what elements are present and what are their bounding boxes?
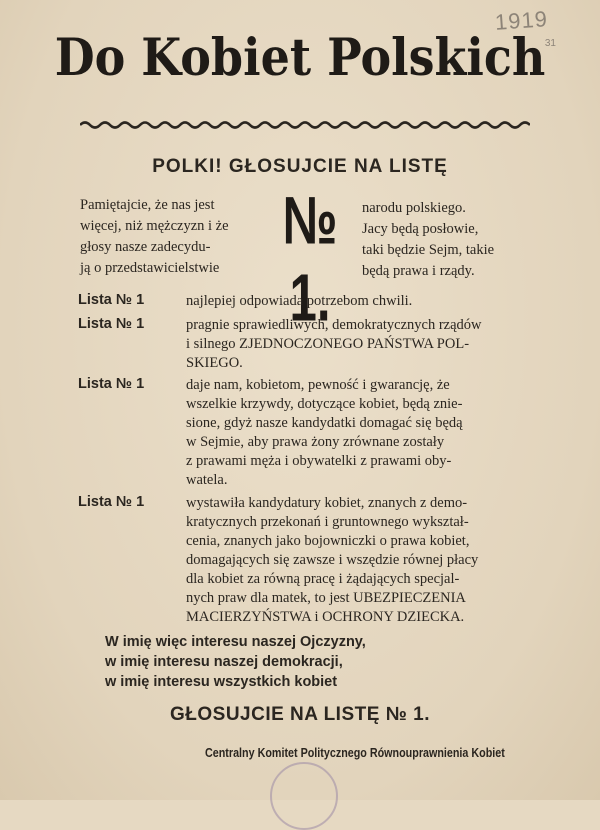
list-text-line: w Sejmie, aby prawa żony zrównane zostały	[186, 434, 445, 450]
closing-appeal	[105, 632, 525, 692]
closing-line: W imię więc interesu naszej Ojczyzny,	[105, 634, 366, 650]
handwritten-year: 1919	[494, 6, 549, 35]
intro-line: więcej, niż mężczyzn i że	[80, 218, 229, 234]
page-title: Do Kobiet Polskich	[54, 26, 546, 88]
list-text-line: nych praw dla matek, to jest UBEZPIECZENIA	[186, 590, 466, 606]
intro-line: ją o przedstawicielstwie	[80, 260, 220, 276]
list-text-line: pragnie sprawiedliwych, demokratycznych rządów	[186, 317, 482, 333]
intro-right-text	[362, 198, 524, 282]
handwritten-note: 31	[544, 38, 556, 49]
list-text-line: dla kobiet za równą pracę i żądających specjal-	[186, 571, 460, 587]
list-text	[186, 494, 598, 627]
list-text-line: wystawiła kandydatury kobiet, znanych z demo-	[186, 495, 468, 511]
intro-line: głosy nasze zadecydu-	[80, 239, 211, 255]
intro-line: narodu polskiego.	[362, 200, 466, 216]
intro-left-text	[80, 195, 258, 279]
list-text-line: sione, gdyż nasze kandydatki domagać się będą	[186, 415, 463, 431]
list-label: Lista № 1	[78, 292, 145, 308]
call-to-action: GŁOSUJCIE NA LISTĘ № 1.	[169, 704, 430, 725]
list-number-large: № 1.	[282, 182, 338, 336]
list-text-line: najlepiej odpowiada potrzebom chwili.	[186, 293, 413, 309]
list-text-line: i silnego ZJEDNOCZONEGO PAŃSTWA POL-	[186, 336, 470, 352]
closing-line: w imię interesu wszystkich kobiet	[105, 674, 338, 690]
decorative-wavy-rule	[80, 118, 530, 132]
library-stamp	[270, 762, 338, 830]
list-text-line: SKIEGO.	[186, 355, 243, 371]
list-text	[186, 376, 598, 490]
list-text-line: watela.	[186, 472, 228, 488]
list-label: Lista № 1	[78, 494, 145, 510]
intro-line: taki będzie Sejm, takie	[362, 242, 495, 258]
list-text-line: cenia, znanych jako bojowniczki o prawa kobiet,	[186, 533, 470, 549]
list-text	[186, 316, 598, 373]
list-text-line: domagających się zawsze i wszędzie równej płacy	[186, 552, 479, 568]
list-label: Lista № 1	[78, 316, 145, 332]
list-label: Lista № 1	[78, 376, 145, 392]
closing-line: w imię interesu naszej demokracji,	[105, 654, 343, 670]
signature: Centralny Komitet Politycznego Równouprawnienia Kobiet	[205, 746, 505, 760]
list-text-line: wszelkie krzywdy, dotyczące kobiet, będą znie-	[186, 396, 463, 412]
intro-line: Pamiętajcie, że nas jest	[80, 197, 215, 213]
list-text-line: MACIERZYŃSTWA i OCHRONY DZIECKA.	[186, 609, 465, 625]
intro-line: Jacy będą posłowie,	[362, 221, 479, 237]
list-text-line: z prawami męża i obywatelki z prawami oby-	[186, 453, 452, 469]
list-text	[186, 292, 598, 311]
list-text-line: daje nam, kobietom, pewność i gwarancję, że	[186, 377, 450, 393]
list-text-line: kratycznych przekonań i gruntownego wykształ-	[186, 514, 469, 530]
intro-line: będą prawa i rządy.	[362, 263, 475, 279]
subheading: POLKI! GŁOSUJCIE NA LISTĘ	[152, 156, 448, 177]
